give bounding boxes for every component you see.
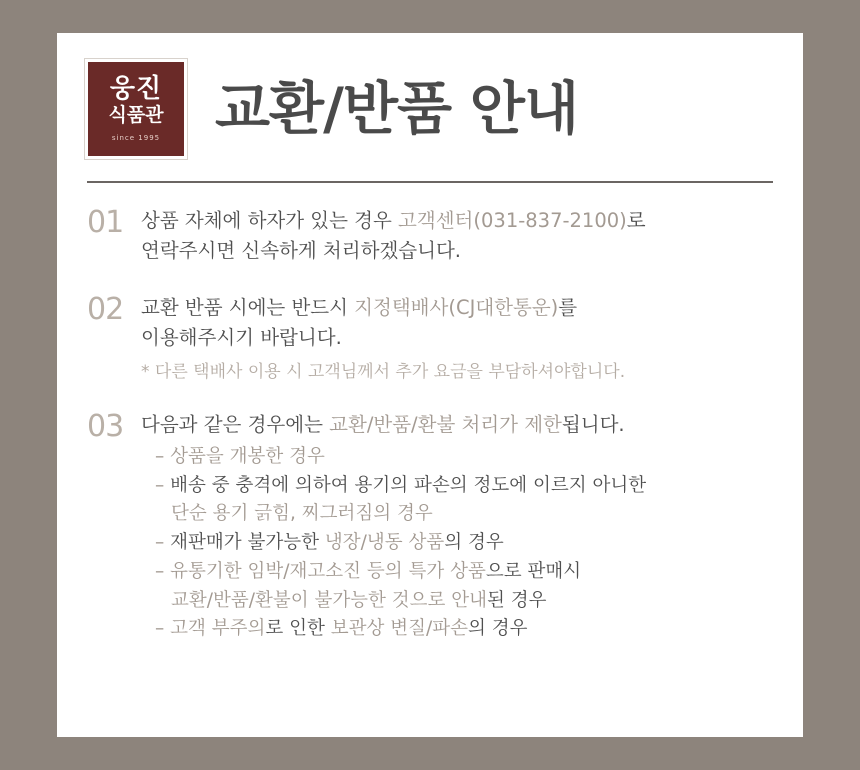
sublist-item	[155, 558, 773, 586]
text-segment: 다음과 같은 경우에는	[141, 412, 330, 436]
highlight-segment: 고객 부주의	[170, 618, 266, 640]
item-content	[141, 294, 773, 385]
notice-item-02	[87, 291, 773, 385]
item-note: * 다른 택배사 이용 시 고객님께서 추가 요금을 부담하셔야합니다.	[141, 362, 626, 383]
text-segment: 로 인한	[265, 618, 331, 640]
text-segment: 배송 중 충격에 의하여 용기의 파손의 정도에 이르지 아니한	[170, 474, 647, 496]
sublist-item	[155, 472, 773, 500]
logo-since-text: since 1995	[111, 133, 161, 142]
text-segment: 로	[626, 209, 646, 232]
dash-marker: –	[155, 474, 171, 496]
dash-marker: –	[155, 532, 171, 554]
text-segment: 교환 반품 시에는 반드시	[141, 295, 355, 319]
text-segment: 된 경우	[487, 589, 547, 611]
text-segment: 의 경우	[467, 618, 528, 640]
notice-card	[57, 33, 803, 737]
notice-item-03	[87, 408, 773, 645]
sublist-item	[155, 529, 773, 557]
text-segment: 재판매가 불가능한	[170, 532, 325, 554]
item-line	[141, 411, 773, 439]
dash-marker: –	[155, 560, 171, 582]
highlight-segment: 보관상 변질/파손	[330, 618, 468, 640]
item-line: 연락주시면 신속하게 처리하겠습니다.	[141, 239, 461, 263]
item-number: 01	[87, 205, 124, 240]
text-segment: 의 경우	[444, 532, 504, 554]
item-line: 이용해주시기 바랍니다.	[141, 325, 342, 349]
item-sublist	[141, 443, 773, 643]
notice-item-01	[87, 207, 773, 268]
sublist-item	[155, 443, 773, 471]
item-number: 03	[87, 408, 124, 444]
item-line	[141, 207, 773, 235]
page-title: 교환/반품 안내	[215, 75, 579, 142]
logo-line-1: 웅진	[109, 74, 163, 105]
text-segment: 으로 판매시	[485, 560, 582, 582]
highlight-segment: 유통기한 임박/재고소진 등의 특가 상품	[170, 560, 486, 582]
text-segment: 됩니다.	[561, 412, 625, 436]
card-header	[57, 33, 803, 159]
item-number: 02	[87, 291, 124, 327]
dash-marker: –	[155, 618, 171, 640]
text-segment: 상품 자체에 하자가 있는 경우	[141, 209, 399, 232]
highlight-segment: 교환/반품/환불 처리가 제한	[329, 412, 562, 436]
brand-logo	[85, 59, 187, 159]
highlight-segment: 냉장/냉동 상품	[324, 532, 445, 554]
sublist-item	[155, 500, 773, 528]
logo-line-2: 식품관	[108, 103, 164, 126]
text-segment: 단순 용기 긁힘, 찌그러짐의 경우	[171, 503, 433, 525]
dash-marker: –	[155, 445, 171, 467]
sublist-item	[155, 615, 773, 643]
highlight-segment: 교환/반품/환불이 불가능한 것으로 안내	[171, 589, 488, 611]
item-content	[141, 411, 773, 645]
text-segment: 상품을 개봉한 경우	[170, 445, 325, 467]
item-line	[141, 294, 773, 322]
sublist-item	[155, 587, 773, 615]
text-segment: 를	[558, 295, 578, 319]
highlight-segment: 지정택배사(CJ대한통운)	[354, 295, 559, 319]
item-content	[141, 207, 773, 268]
notice-body	[57, 183, 803, 644]
highlight-segment: 고객센터(031-837-2100)	[398, 209, 627, 232]
